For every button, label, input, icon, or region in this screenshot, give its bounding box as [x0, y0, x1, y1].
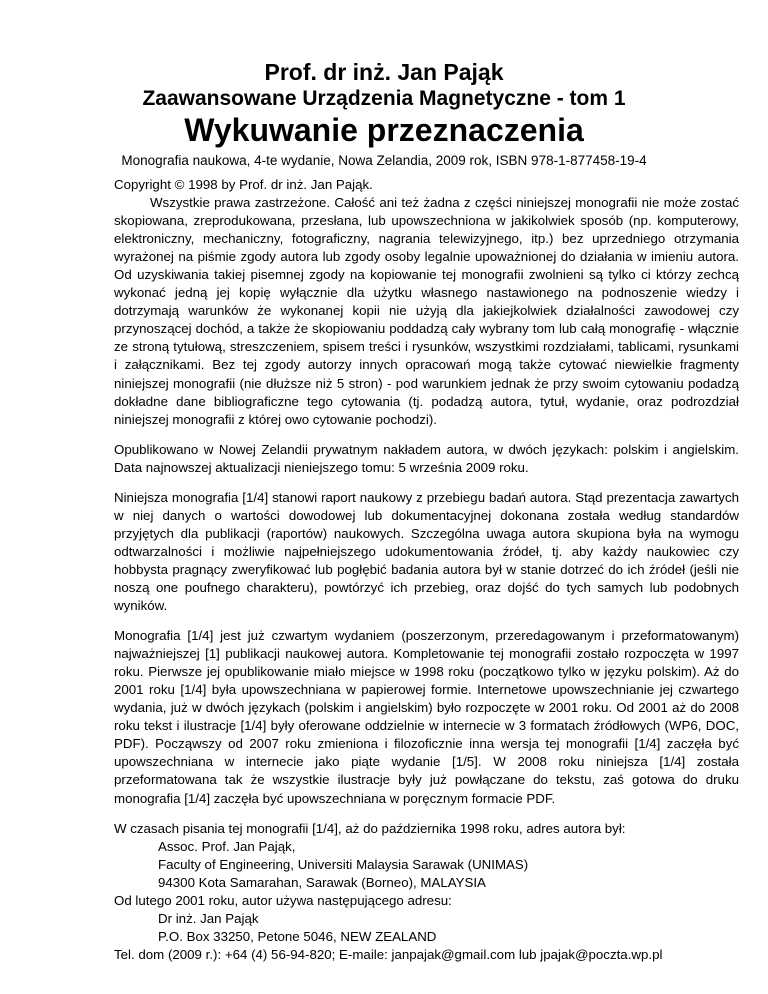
old-address-line: Faculty of Engineering, Universiti Malaysia Sarawak (UNIMAS): [158, 856, 529, 872]
address-intro: W czasach pisania tej monografii [1/4], aż do października 1998 roku, adres autora był:: [114, 820, 626, 836]
new-address-line: P.O. Box 33250, Petone 5046, NEW ZEALAND: [158, 928, 437, 944]
copyright-text: Wszystkie prawa zastrzeżone. Całość ani też żadna z części niniejszej monografii nie może zostać skopiowana, zreprodukowana, przesłana, lub upowszechniona w jakikolwiek sposób (np. komputerowy, elektroniczny, mechaniczny, fotograficzny, nagrania telewizyjnego, itp.) bez uprzedniego otrzymania wyrażonej na piśmie zgody autora lub zgody osoby legalnie upoważnionej do działania w imieniu autora. Od uzyskiwania takiej pisemnej zgody na kopiowanie tej monografii zwolnieni są tylko ci którzy zechcą wykonać jedną jej kopię wyłącznie dla użytku własnego nastawionego na podnoszenie wiedzy i dotrzymają warunków że wykonanej kopii nie użyją dla jakiejkolwiek działalności zawodowej czy przynoszącej dochód, a także że skopiowaniu poddadzą cały wybrany tom lub całą monografię - włącznie ze stroną tytułową, streszczeniem, spisem treści i rysunków, wszystkimi rozdziałami, tablicami, rysunkami i załącznikami. Bez tej zgody autorzy innych opracowań mogą także cytować niewielkie fragmenty niniejszej monografii (nie dłuższe niż 5 stron) - pod warunkiem jednak że przy swoim cytowaniu podadzą dokładne dane bibliograficzne tego cytowania (tj. podadzą autora, tytuł, wydanie, oraz podrozdział niniejszej monografii z której owo cytowanie pochodzi).: [114, 195, 739, 427]
new-address-line: Dr inż. Jan Pająk: [158, 910, 259, 926]
edition-info: Monografia naukowa, 4-te wydanie, Nowa Zelandia, 2009 rok, ISBN 978-1-877458-19-4: [121, 153, 647, 168]
address-since: Od lutego 2001 roku, autor używa następującego adresu:: [114, 892, 452, 908]
contact-line: Tel. dom (2009 r.): +64 (4) 56-94-820; E-maile: janpajak@gmail.com lub jpajak@poczta.wp.pl: [114, 946, 663, 962]
report-paragraph: Niniejsza monografia [1/4] stanowi raport naukowy z przebiegu badań autora. Stąd prezentacja zawartych w niej danych o wartości dowodowej lub dokumentacyjnej dokonana została według standardów przyjętych dla publikacji (raportów) naukowych. Szczególna uwaga autora skupiona była na wymogu odtwarzalności i możliwie najpełniejszego udokumentowania źródeł, tj. aby każdy naukowiec czy hobbysta pragnący zweryfikować lub pogłębić badania autora był w stanie dotrzeć do ich źródeł (jeśli nie noszą one poufnego charakteru), powtórzyć ich przebieg, oraz dojść do tych samych lub podobnych wyników.: [114, 489, 739, 614]
published-paragraph: Opublikowano w Nowej Zelandii prywatnym nakładem autora, w dwóch językach: polskim i angielskim. Data najnowszej aktualizacji nieniejszego tomu: 5 września 2009 roku.: [114, 441, 739, 475]
page-title: Wykuwanie przeznaczenia: [184, 112, 584, 148]
edition-paragraph: Monografia [1/4] jest już czwartym wydaniem (poszerzonym, przeredagowanym i przeformatowanym) najważniejszej [1] publikacji naukowej autora. Kompletowanie tej monografii zostało rozpoczęta w 1997 roku. Pierwsze jej opublikowanie miało miejsce w 1998 roku (początkowo tylko w języku polskim). Aż do 2001 roku [1/4] była upowszechniana w papierowej formie. Internetowe upowszechnianie jej czwartego wydania, już w dwóch językach (polskim i angielskim) było rozpoczęte w 2001 roku. Od 2001 aż do 2008 roku tekst i ilustracje [1/4] były oferowane oddzielnie w internecie w 3 formatach źródłowych (WP6, DOC, PDF). Począwszy od 2007 roku zmieniona i filozoficznie inna wersja tej monografii [1/4] zaczęła być upowszechniana w internecie jako piąte wydanie [1/5]. W 2008 roku niniejsza [1/4] została przeformatowana tak że wszystkie ilustracje były już powłączane do tekstu, zaś gotowa do druku monografia [1/4] zaczęła być upowszechniana w poręcznym formacie PDF.: [114, 628, 739, 806]
address-section: [114, 820, 739, 964]
document-body: [114, 176, 739, 964]
author-name: Prof. dr inż. Jan Pająk: [264, 59, 504, 85]
copyright-section: [114, 176, 739, 429]
title-block: [0, 58, 768, 170]
copyright-line: Copyright © 1998 by Prof. dr inż. Jan Pająk.: [114, 177, 373, 192]
old-address-line: 94300 Kota Samarahan, Sarawak (Borneo), MALAYSIA: [158, 874, 486, 890]
series-title: Zaawansowane Urządzenia Magnetyczne - tom 1: [142, 87, 626, 110]
old-address-line: Assoc. Prof. Jan Pająk,: [158, 838, 296, 854]
